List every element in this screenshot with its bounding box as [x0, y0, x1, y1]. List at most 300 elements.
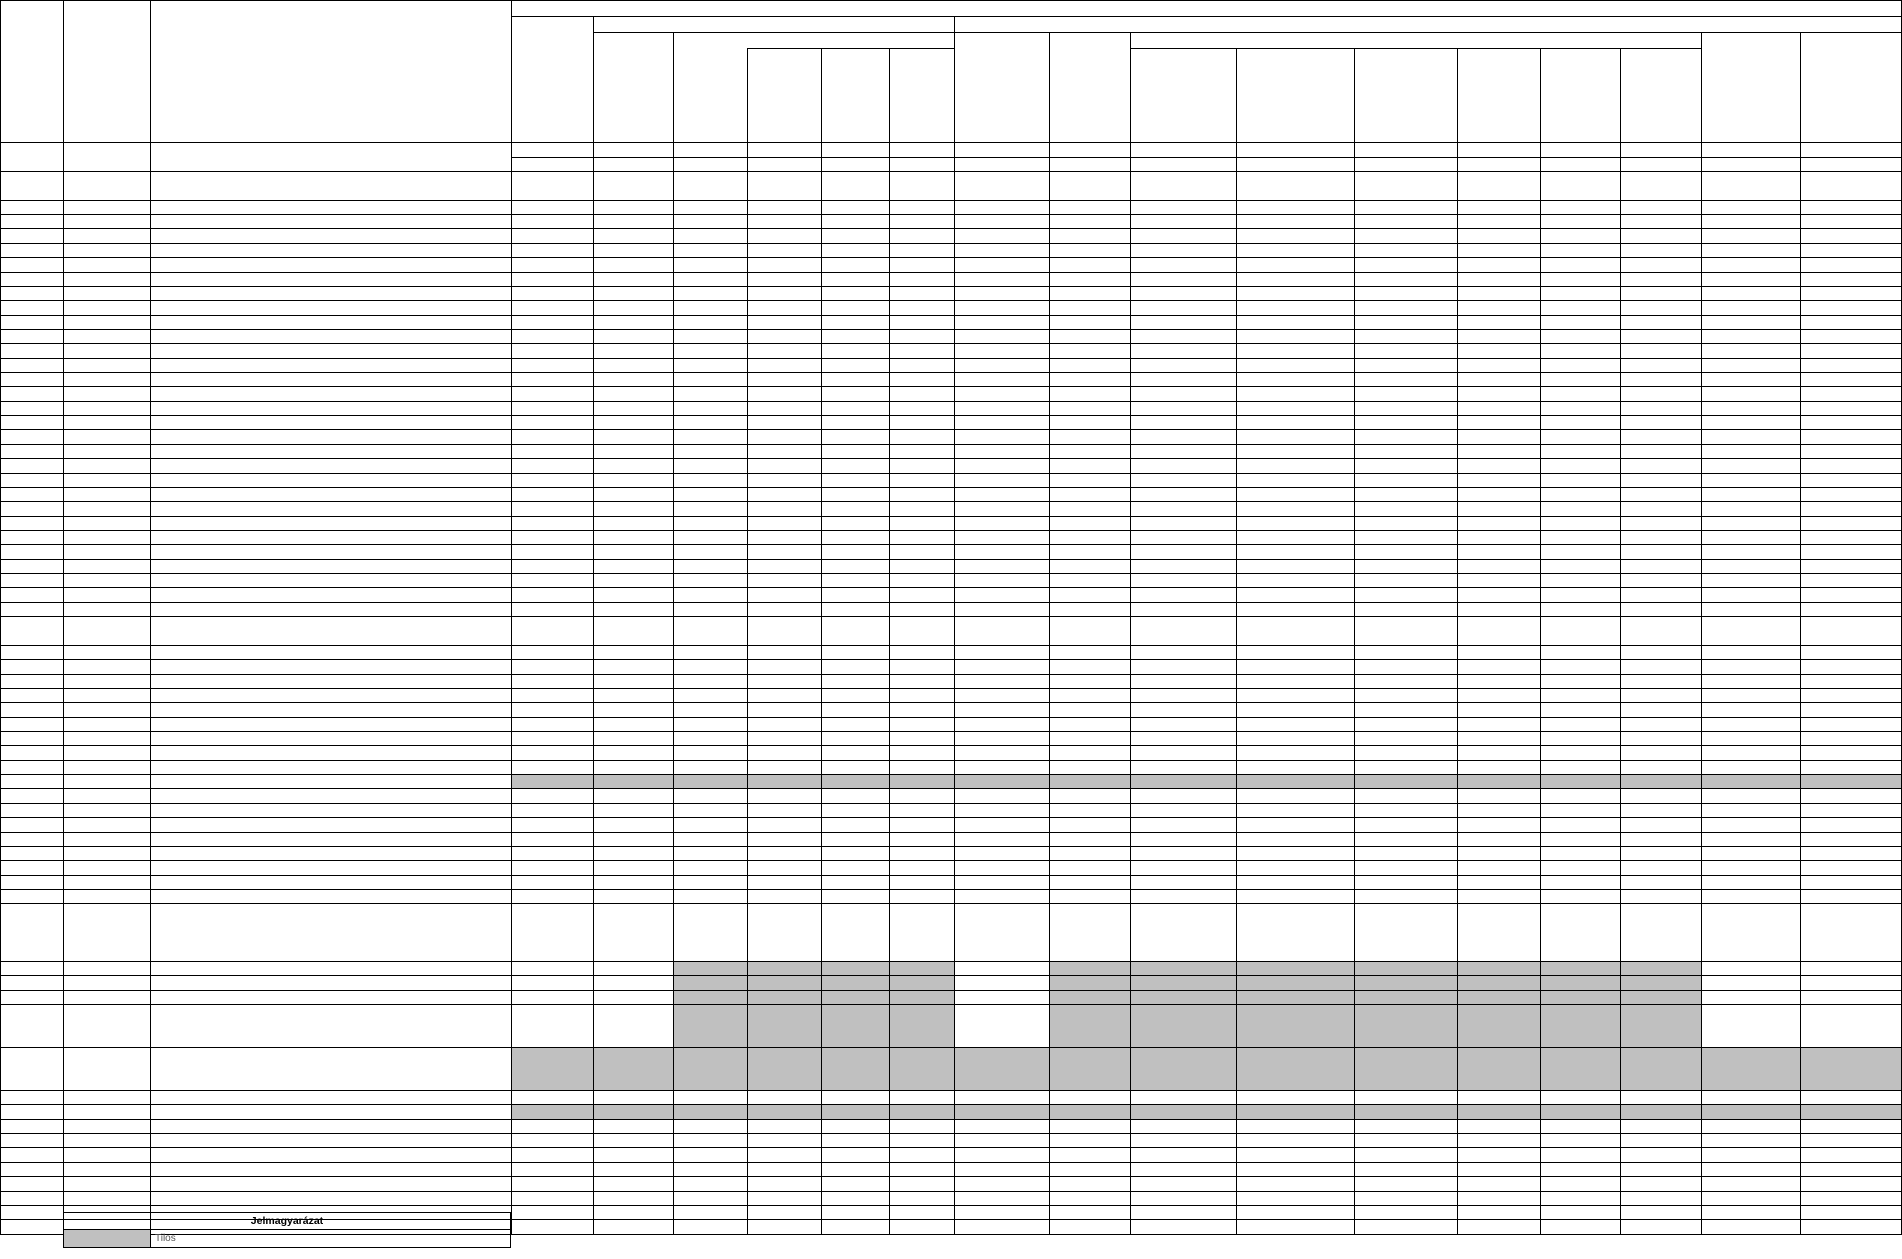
- row-label: [150, 975, 511, 989]
- row-number: [0, 688, 63, 702]
- row-code: [63, 846, 150, 860]
- column-number: [747, 142, 821, 157]
- row-number: [0, 803, 63, 817]
- row-code: [63, 1090, 150, 1104]
- row-label: [159, 760, 511, 774]
- row-code: [63, 803, 150, 817]
- grid-line: [0, 1147, 1902, 1148]
- row-label: [159, 200, 511, 214]
- row-label: [168, 487, 511, 501]
- column-number: [1701, 142, 1800, 157]
- grid-line: [0, 415, 1902, 416]
- row-code: [63, 1119, 150, 1133]
- header-sorszam: [0, 0, 63, 142]
- grid-line: [0, 587, 1902, 588]
- grid-line: [747, 48, 748, 1234]
- grid-line: [0, 688, 1902, 689]
- row-code: [63, 645, 150, 659]
- column-header: [673, 32, 747, 142]
- row-label: [177, 774, 511, 788]
- row-number: [0, 702, 63, 716]
- column-header: [889, 48, 954, 142]
- grid-line: [0, 1047, 1902, 1048]
- grid-line: [0, 530, 1902, 531]
- grid-line: [0, 832, 1902, 833]
- column-header: [1540, 48, 1620, 142]
- column-number: [889, 142, 954, 157]
- row-code: [63, 832, 150, 846]
- row-number: [0, 257, 63, 271]
- grid-line: [0, 473, 1902, 474]
- grid-line: [1800, 32, 1801, 1234]
- row-label: [159, 214, 511, 228]
- row-number: [0, 1004, 63, 1047]
- column-number: [593, 142, 673, 157]
- row-label: [150, 1047, 511, 1090]
- grid-line: [0, 674, 1902, 675]
- row-number: [0, 1133, 63, 1147]
- row-code: [63, 386, 150, 400]
- row-number: [0, 444, 63, 458]
- row-number: [0, 587, 63, 601]
- column-header: [1620, 48, 1701, 142]
- grid-line: [593, 16, 594, 1234]
- row-number: [0, 1219, 63, 1233]
- forbidden-cell: [673, 1004, 954, 1047]
- row-number: [0, 228, 63, 242]
- grid-line: [1457, 48, 1458, 1234]
- row-number: [0, 889, 63, 903]
- grid-line: [0, 1205, 1902, 1206]
- forbidden-cell: [673, 990, 954, 1004]
- row-code: [63, 257, 150, 271]
- row-label: [159, 458, 511, 472]
- column-code: [889, 157, 954, 171]
- row-number: [0, 487, 63, 501]
- row-number: [0, 272, 63, 286]
- row-label: [231, 889, 511, 903]
- row-number: [0, 846, 63, 860]
- grid-line: [0, 717, 1902, 718]
- grid-line: [0, 1004, 1902, 1005]
- row-label: [177, 659, 511, 673]
- row-label: [159, 817, 511, 831]
- grid-line: [1130, 32, 1131, 1234]
- grid-line: [0, 702, 1902, 703]
- column-header: [1800, 32, 1902, 142]
- row-label: [159, 717, 511, 731]
- grid-line: [0, 990, 1902, 991]
- grid-line: [0, 300, 1902, 301]
- column-code: [1620, 157, 1701, 171]
- column-number: [1130, 142, 1236, 157]
- row-number: [0, 286, 63, 300]
- row-label: [231, 860, 511, 874]
- grid-line: [0, 616, 1902, 617]
- row-number: [0, 530, 63, 544]
- row-code: [63, 1162, 150, 1176]
- column-number: [511, 142, 593, 157]
- row-number: [0, 458, 63, 472]
- grid-line: [0, 889, 1902, 890]
- row-code: [63, 616, 150, 645]
- grid-line: [0, 386, 1902, 387]
- grid-line: [0, 458, 1902, 459]
- column-number: [1236, 142, 1354, 157]
- row-code: [63, 487, 150, 501]
- row-code: [63, 1104, 150, 1118]
- row-label: [159, 343, 511, 357]
- row-code: [63, 300, 150, 314]
- row-label: [150, 1004, 511, 1047]
- row-code: [63, 1004, 150, 1047]
- grid-line: [0, 1191, 1902, 1192]
- row-code: [63, 272, 150, 286]
- row-number: [0, 573, 63, 587]
- row-label: [159, 832, 511, 846]
- row-label: [150, 961, 511, 975]
- row-label: [150, 171, 511, 200]
- row-code: [63, 731, 150, 745]
- column-header: [1049, 32, 1130, 142]
- row-label: [159, 315, 511, 329]
- grid-line: [1236, 48, 1237, 1234]
- grid-line: [0, 200, 1902, 201]
- column-header: [1701, 32, 1800, 142]
- row-number: [0, 788, 63, 802]
- grid-line: [954, 16, 955, 1234]
- row-number: [0, 717, 63, 731]
- column-header: [1457, 48, 1540, 142]
- row-number: [0, 358, 63, 372]
- grid-line: [1540, 48, 1541, 1234]
- grid-line: [0, 286, 1902, 287]
- row-number: [0, 401, 63, 415]
- row-code: [63, 889, 150, 903]
- column-code: [1457, 157, 1540, 171]
- row-number: [0, 832, 63, 846]
- row-number: [0, 774, 63, 788]
- grid-line: [747, 48, 954, 49]
- row-number: [0, 1090, 63, 1104]
- row-number: [0, 616, 63, 645]
- grid-line: [511, 157, 1902, 158]
- grid-line: [0, 903, 1902, 904]
- row-number: [0, 171, 63, 200]
- row-code: [63, 817, 150, 831]
- column-code: [821, 157, 889, 171]
- grid-line: [0, 142, 1902, 143]
- row-label: [150, 990, 511, 1004]
- header-brutto: [511, 0, 1902, 16]
- grid-line: [0, 487, 1902, 488]
- row-label: [195, 501, 511, 515]
- row-label: [195, 846, 511, 860]
- row-number: [0, 315, 63, 329]
- column-code: [593, 157, 673, 171]
- column-header: [821, 48, 889, 142]
- row-label: [159, 530, 511, 544]
- row-code: [63, 559, 150, 573]
- forbidden-cell: [1049, 1004, 1701, 1047]
- row-number: [0, 1104, 63, 1118]
- row-code: [63, 587, 150, 601]
- grid-line: [0, 645, 1902, 646]
- forbidden-cell: [1049, 990, 1701, 1004]
- row-label: [159, 803, 511, 817]
- row-code: [63, 659, 150, 673]
- column-number: [1800, 142, 1902, 157]
- row-code: [63, 975, 150, 989]
- row-number: [0, 559, 63, 573]
- row-code: [63, 1147, 150, 1161]
- row-number: [0, 745, 63, 759]
- row-code: [63, 1176, 150, 1190]
- grid-line: [0, 315, 1902, 316]
- grid-line: [0, 760, 1902, 761]
- row-code: [63, 200, 150, 214]
- row-number: [0, 975, 63, 989]
- row-code: [63, 1191, 150, 1205]
- legend: [63, 1212, 511, 1248]
- grid-line: [511, 16, 1902, 17]
- row-label: [186, 602, 511, 616]
- column-header: [593, 32, 673, 142]
- row-code: [63, 444, 150, 458]
- legend-title: Jelmagyarázat: [250, 1214, 324, 1227]
- grid-line: [1354, 48, 1355, 1234]
- row-label: [150, 1104, 511, 1118]
- row-number: [0, 817, 63, 831]
- row-label: [159, 401, 511, 415]
- grid-line: [0, 228, 1902, 229]
- row-code: [63, 530, 150, 544]
- column-code: [673, 157, 747, 171]
- column-number: [954, 142, 1049, 157]
- column-code: [1130, 157, 1236, 171]
- grid-line: [673, 32, 674, 1234]
- row-label: [159, 228, 511, 242]
- row-label: [159, 674, 511, 688]
- grid-line: [0, 214, 1902, 215]
- row-code: [63, 702, 150, 716]
- row-code: [63, 329, 150, 343]
- row-label: [150, 386, 511, 400]
- row-number: [0, 659, 63, 673]
- column-code: [1800, 157, 1902, 171]
- row-label: [159, 329, 511, 343]
- row-code: [63, 286, 150, 300]
- forbidden-cell: [673, 961, 954, 975]
- row-code: [63, 429, 150, 443]
- row-label: [159, 358, 511, 372]
- grid-line: [1701, 32, 1702, 1234]
- grid-line: [0, 1090, 1902, 1091]
- row-number: [0, 1176, 63, 1190]
- grid-line: [0, 846, 1902, 847]
- row-number: [0, 386, 63, 400]
- column-header: [747, 48, 821, 142]
- grid-line: [0, 329, 1902, 330]
- row-code: [63, 415, 150, 429]
- row-code: [63, 358, 150, 372]
- row-code: [63, 688, 150, 702]
- column-number: [673, 142, 747, 157]
- row-code: [63, 788, 150, 802]
- column-number: [821, 142, 889, 157]
- grid-line: [0, 559, 1902, 560]
- row-label: [186, 587, 511, 601]
- legend-item-label: Tilos: [155, 1233, 176, 1244]
- grid-line: [0, 372, 1902, 373]
- row-number: [0, 501, 63, 515]
- header-hatralek-2: [1130, 32, 1701, 48]
- row-number: [0, 1162, 63, 1176]
- grid-line: [0, 803, 1902, 804]
- row-label: [168, 645, 511, 659]
- row-code: [63, 372, 150, 386]
- row-number: [0, 300, 63, 314]
- grid-line: [0, 860, 1902, 861]
- legend-swatch: [64, 1230, 150, 1247]
- row-number: [0, 1119, 63, 1133]
- row-label: [159, 257, 511, 271]
- row-label: [159, 544, 511, 558]
- column-header: [511, 16, 593, 142]
- grid-line: [0, 817, 1902, 818]
- grid-line: [0, 257, 1902, 258]
- row-label: [186, 573, 511, 587]
- row-label: [159, 372, 511, 386]
- grid-line: [0, 602, 1902, 603]
- row-label: [150, 444, 511, 458]
- grid-line: [0, 774, 1902, 775]
- column-code: [1701, 157, 1800, 171]
- grid-line: [0, 731, 1902, 732]
- column-number: [1620, 142, 1701, 157]
- row-number: [0, 1047, 63, 1090]
- grid-line: [0, 544, 1902, 545]
- row-code: [63, 774, 150, 788]
- row-number: [0, 516, 63, 530]
- grid-line: [0, 401, 1902, 402]
- row-number: [0, 961, 63, 975]
- grid-line: [0, 272, 1902, 273]
- row-code: [63, 860, 150, 874]
- row-label: [195, 300, 511, 314]
- row-label: [150, 1191, 511, 1205]
- column-number: [1049, 142, 1130, 157]
- row-code: [63, 573, 150, 587]
- row-label: [168, 559, 511, 573]
- row-number: [0, 990, 63, 1004]
- grid-line: [0, 444, 1902, 445]
- grid-line: [1130, 48, 1701, 49]
- grid-line: [0, 573, 1902, 574]
- forbidden-cell: [511, 1047, 1902, 1090]
- grid-line: [821, 48, 822, 1234]
- column-number: [1540, 142, 1620, 157]
- grid-line: [0, 1133, 1902, 1134]
- row-label: [159, 473, 511, 487]
- row-code: [63, 961, 150, 975]
- header-sorkod: [63, 0, 150, 142]
- row-code: [63, 516, 150, 530]
- row-code: [63, 315, 150, 329]
- forbidden-cell: [511, 1104, 1902, 1118]
- row-code: [63, 1047, 150, 1090]
- row-code: [63, 171, 150, 200]
- row-label: [159, 702, 511, 716]
- grid-line: [0, 501, 1902, 502]
- row-code: [63, 401, 150, 415]
- row-label: [168, 286, 511, 300]
- row-code: [63, 458, 150, 472]
- row-label: [159, 788, 511, 802]
- grid-line: [1049, 32, 1050, 1234]
- grid-line: [0, 243, 1902, 244]
- row-label: [150, 1090, 511, 1104]
- row-number: [0, 200, 63, 214]
- row-label: [150, 1176, 511, 1190]
- row-label: [150, 1147, 511, 1161]
- row-number: [0, 860, 63, 874]
- row-number: [0, 1147, 63, 1161]
- row-code: [63, 544, 150, 558]
- column-header: [1130, 48, 1236, 142]
- grid-line: [0, 1162, 1902, 1163]
- row-number: [0, 329, 63, 343]
- column-code: [1236, 157, 1354, 171]
- grid-line: [0, 745, 1902, 746]
- row-label: [150, 1162, 511, 1176]
- row-code: [63, 990, 150, 1004]
- row-number: [0, 903, 63, 960]
- row-number: [0, 415, 63, 429]
- grid-line: [0, 875, 1902, 876]
- row-label: [240, 745, 511, 759]
- forbidden-cell: [1049, 975, 1701, 989]
- row-code: [63, 875, 150, 889]
- grid-line: [0, 0, 1902, 1]
- column-header: [954, 32, 1049, 142]
- grid-line: [0, 358, 1902, 359]
- row-number: [0, 1191, 63, 1205]
- row-code: [63, 1133, 150, 1147]
- row-label: [159, 429, 511, 443]
- row-code: [63, 501, 150, 515]
- row-code: [63, 602, 150, 616]
- column-code: [1049, 157, 1130, 171]
- header-nem-teljesito: [954, 16, 1902, 32]
- row-label: [150, 1133, 511, 1147]
- grid-line: [1620, 48, 1621, 1234]
- grid-line: [0, 788, 1902, 789]
- row-code: [63, 214, 150, 228]
- grid-line: [0, 1176, 1902, 1177]
- row-number: [0, 544, 63, 558]
- row-number: [0, 731, 63, 745]
- row-label: [150, 903, 511, 960]
- row-label: [159, 272, 511, 286]
- row-number: [0, 875, 63, 889]
- row-code: [63, 717, 150, 731]
- row-number: [0, 473, 63, 487]
- forbidden-cell: [1049, 961, 1701, 975]
- row-number: [0, 1205, 63, 1219]
- row-number: [0, 674, 63, 688]
- grid-line: [0, 429, 1902, 430]
